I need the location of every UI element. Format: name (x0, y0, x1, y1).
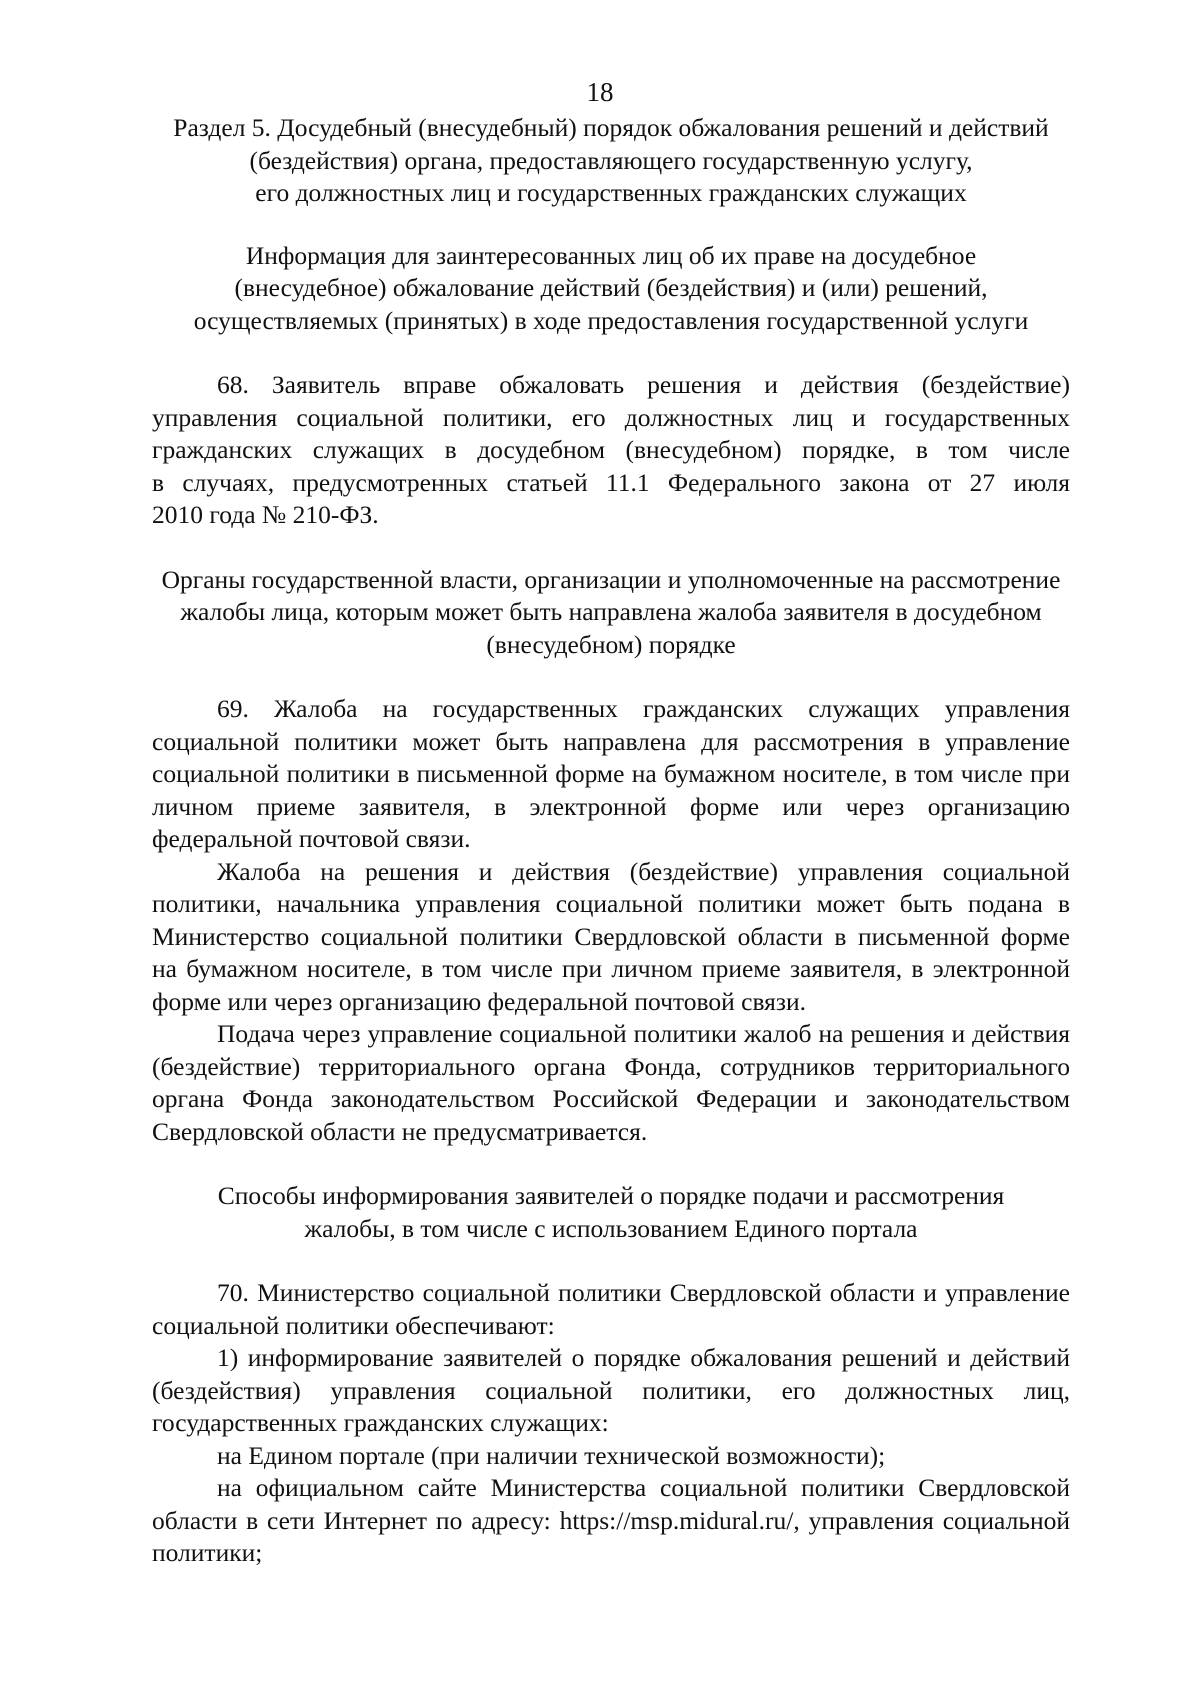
paragraph-70-portal (152, 1440, 1070, 1473)
paragraph-line: управления социальной политики, его должностных лиц и государственных (152, 402, 1070, 432)
paragraph-line: социальной политики в письменной форме на бумажном носителе, в том числе при (152, 759, 1070, 788)
paragraph-line: Свердловской области не предусматривается. (152, 1116, 648, 1146)
paragraph-69-fund (152, 1018, 1070, 1148)
paragraph-line: социальной политики может быть направлена для рассмотрения в управление (152, 726, 1070, 756)
subheading-line: осуществляемых (принятых) в ходе предоставления государственной услуги (193, 305, 1029, 335)
subheading-line: Органы государственной власти, организации и уполномоченные на рассмотрение (161, 564, 1061, 594)
paragraph-line: на Едином портале (при наличии технической возможности); (217, 1440, 886, 1470)
document-body (152, 112, 1070, 1570)
paragraph-line: личном приеме заявителя, в электронной форме или через организацию (152, 791, 1070, 821)
paragraph-line: органа Фонда законодательством Российской Федерации и законодательством (152, 1084, 1070, 1113)
subheading-line: Информация для заинтересованных лиц об их праве на досудебное (245, 240, 977, 270)
paragraph-line: форме или через организацию федеральной почтовой связи. (152, 986, 806, 1016)
paragraph-line: Министерство социальной политики Свердловской области в письменной форме (152, 921, 1070, 951)
subheading-line: жалобы лица, которым может быть направлена жалоба заявителя в досудебном (180, 597, 1042, 626)
paragraph-line: Жалоба на решения и действия (бездействие) управления социальной (217, 856, 1070, 886)
paragraph-line: государственных гражданских служащих: (152, 1408, 609, 1437)
subheading-line: (внесудебное) обжалование действий (бездействия) и (или) решений, (234, 273, 988, 302)
paragraph-70 (152, 1277, 1070, 1342)
paragraph-line: области в сети Интернет по адресу: https://msp.midural.ru/, управления социальной (152, 1505, 1070, 1535)
subheading-line: Способы информирования заявителей о порядке подачи и рассмотрения (217, 1181, 1005, 1210)
paragraph-line: 69. Жалоба на государственных гражданских служащих управления (217, 694, 1070, 723)
paragraph-line: (бездействие) территориального органа Фонда, сотрудников территориального (152, 1051, 1070, 1081)
subheading-line: (внесудебном) порядке (486, 629, 736, 659)
paragraph-line: в случаях, предусмотренных статьей 11.1 Федерального закона от 27 июля (152, 467, 1070, 497)
paragraph-line: федеральной почтовой связи. (152, 824, 471, 853)
paragraph-line: (бездействия) управления социальной политики, его должностных лиц, (152, 1375, 1070, 1405)
paragraph-line: социальной политики обеспечивают: (152, 1310, 555, 1340)
paragraph-68 (152, 369, 1070, 532)
paragraph-69-complaint-ministry (152, 856, 1070, 1019)
subheading-line: жалобы, в том числе с использованием Единого портала (304, 1213, 918, 1243)
paragraph-line: 1) информирование заявителей о порядке обжалования решений и действий (217, 1343, 1070, 1372)
section-title-line: его должностных лиц и государственных гражданских служащих (255, 178, 967, 207)
paragraph-69 (152, 693, 1070, 856)
page-number: 18 (586, 77, 614, 107)
paragraph-line: 2010 года № 210-ФЗ. (152, 500, 379, 529)
paragraph-line: гражданских служащих в досудебном (внесудебном) порядке, в том числе (152, 435, 1070, 464)
paragraph-line: политики; (152, 1538, 263, 1567)
paragraph-line: 70. Министерство социальной политики Свердловской области и управление (217, 1278, 1070, 1307)
section-title-line: (бездействия) органа, предоставляющего государственную услугу, (249, 145, 973, 175)
subheading-authorities (152, 564, 1070, 662)
paragraph-line: на официальном сайте Министерства социальной политики Свердловской (217, 1473, 1070, 1502)
section-title (152, 112, 1070, 210)
section-title-line: Раздел 5. Досудебный (внесудебный) порядок обжалования решений и действий (173, 113, 1049, 142)
subheading-info-rights (152, 240, 1070, 338)
paragraph-line: политики, начальника управления социальной политики может быть подана в (152, 889, 1070, 918)
subheading-informing-methods (152, 1180, 1070, 1245)
paragraph-line: на бумажном носителе, в том числе при личном приеме заявителя, в электронной (152, 954, 1070, 983)
paragraph-line: Подача через управление социальной политики жалоб на решения и действия (217, 1019, 1070, 1048)
paragraph-70-site (152, 1472, 1070, 1570)
paragraph-70-item-1 (152, 1342, 1070, 1440)
paragraph-line: 68. Заявитель вправе обжаловать решения и действия (бездействие) (217, 370, 1070, 399)
